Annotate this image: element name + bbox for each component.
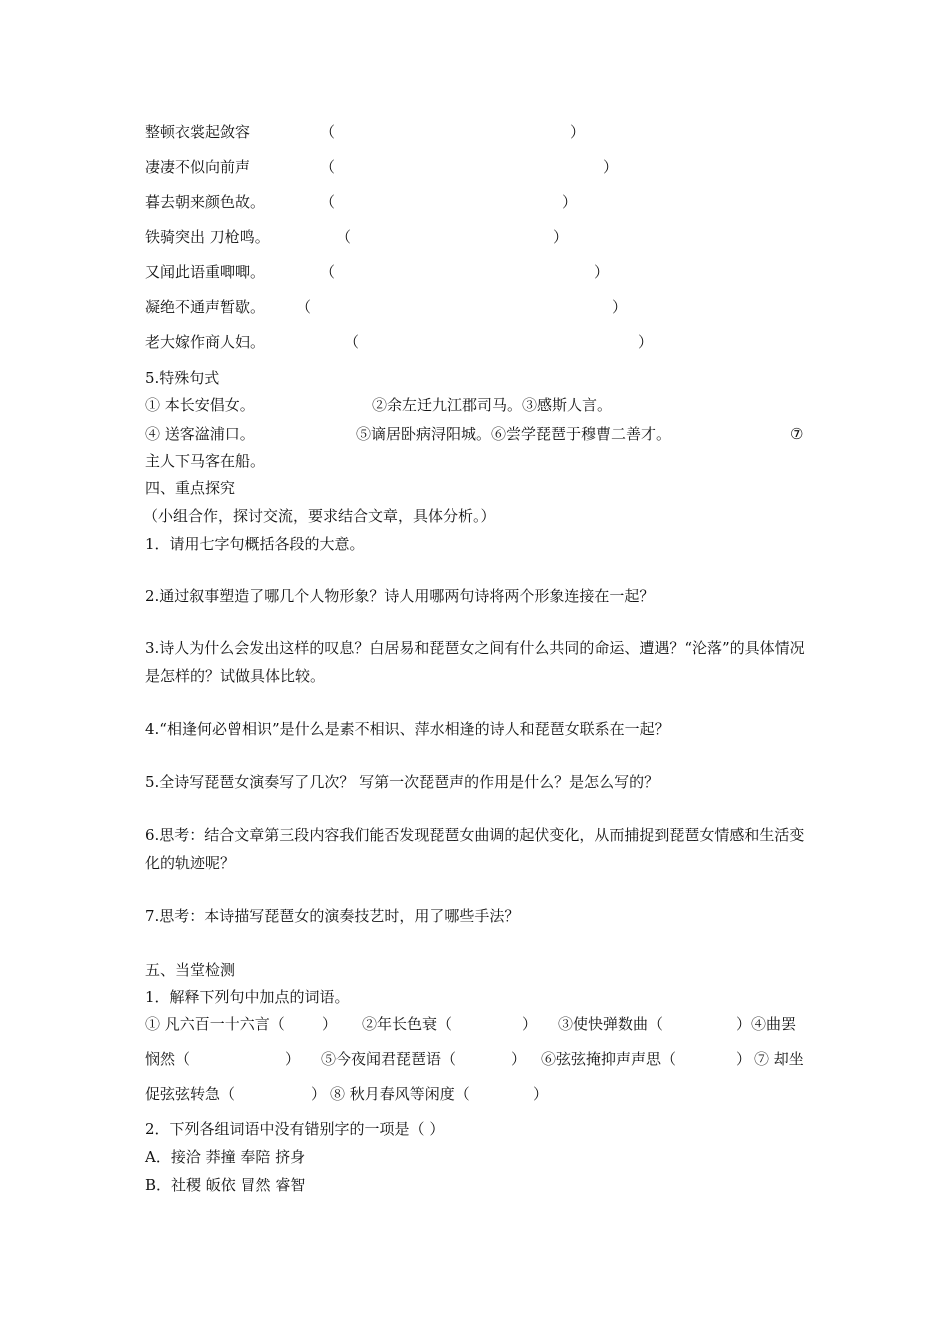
right-paren: ） <box>562 193 578 211</box>
check-item: ⑥弦弦掩抑声声思（ <box>541 1050 677 1068</box>
check-item: ）④曲罢 <box>736 1015 797 1033</box>
left-paren: （ <box>336 228 352 246</box>
option-b: B．社稷 皈依 冒然 睿智 <box>145 1176 306 1194</box>
left-paren: （ <box>344 333 360 351</box>
sentence-item: ① 本长安倡女。 <box>145 396 255 414</box>
left-paren: （ <box>320 158 336 176</box>
question-1: 1．请用七字句概括各段的大意。 <box>145 535 365 553</box>
sentence-item: ④ 送客湓浦口。 <box>145 425 255 443</box>
question-3: 3.诗人为什么会发出这样的叹息？白居易和琵琶女之间有什么共同的命运、遭遇？“沦落”的具体情况是怎样的？试做具体比较。 <box>145 639 805 685</box>
check-item: ） <box>511 1050 527 1068</box>
section-note: （小组合作，探讨交流，要求结合文章，具体分析。） <box>143 507 496 525</box>
left-paren: （ <box>320 263 336 281</box>
word-line-7: 老大嫁作商人妇。 <box>145 333 266 351</box>
right-paren: ） <box>638 333 654 351</box>
check-question-1: 1．解释下列句中加点的词语。 <box>145 988 350 1006</box>
word-line-4: 铁骑突出 刀枪鸣。 <box>145 228 270 246</box>
right-paren: ） <box>553 228 569 246</box>
option-a: A．接洽 莽撞 奉陪 挤身 <box>145 1148 306 1166</box>
right-paren: ） <box>594 263 610 281</box>
word-line-5: 又闻此语重唧唧。 <box>145 263 266 281</box>
check-item: 促弦弦转急（ <box>145 1085 236 1103</box>
check-item: ） <box>322 1015 338 1033</box>
question-2: 2.通过叙事塑造了哪几个人物形象？诗人用哪两句诗将两个形象连接在一起？ <box>145 587 655 605</box>
left-paren: （ <box>296 298 312 316</box>
left-paren: （ <box>320 123 336 141</box>
word-line-3: 暮去朝来颜色故。 <box>145 193 266 211</box>
question-7: 7.思考：本诗描写琵琶女的演奏技艺时，用了哪些手法？ <box>145 907 520 925</box>
check-item: ） <box>522 1015 538 1033</box>
left-paren: （ <box>320 193 336 211</box>
section-heading: 五、当堂检测 <box>145 961 236 979</box>
check-question-2: 2．下列各组词语中没有错别字的一项是（ ） <box>145 1120 445 1138</box>
check-item: ②年长色衰（ <box>362 1015 453 1033</box>
word-text: 整顿衣裳起敛容 <box>145 123 251 141</box>
check-item: ） <box>736 1050 752 1068</box>
check-item: ） <box>533 1085 549 1103</box>
check-item: ） <box>285 1050 301 1068</box>
word-line-2: 凄凄不似向前声 <box>145 158 251 176</box>
right-paren: ） <box>603 158 619 176</box>
section-title: 5.特殊句式 <box>145 369 220 387</box>
sentence-item: ⑤谪居卧病浔阳城。⑥尝学琵琶于穆曹二善才。 <box>356 425 672 443</box>
question-6: 6.思考：结合文章第三段内容我们能否发现琵琶女曲调的起伏变化，从而捕捉到琵琶女情感和生活变化的轨迹呢？ <box>145 826 805 872</box>
word-line-6: 凝绝不通声暂歇。 <box>145 298 266 316</box>
check-item: ⑧ 秋月春风等闲度（ <box>330 1085 470 1103</box>
right-paren: ） <box>612 298 628 316</box>
sentence-item: ⑦ <box>790 425 804 443</box>
sentence-item: 主人下马客在船。 <box>145 452 266 470</box>
check-item: ① 凡六百一十六言（ <box>145 1015 285 1033</box>
check-item: ⑤今夜闻君琵琶语（ <box>321 1050 457 1068</box>
check-item: ⑦ 却坐 <box>754 1050 804 1068</box>
check-item: ③使快弹数曲（ <box>558 1015 664 1033</box>
check-item: ） <box>311 1085 327 1103</box>
question-4: 4.“相逢何必曾相识”是什么是素不相识、萍水相逢的诗人和琵琶女联系在一起？ <box>145 720 670 738</box>
word-line-1 <box>145 122 250 142</box>
check-item: 悯然（ <box>145 1050 191 1068</box>
sentence-item: ②余左迁九江郡司马。③感斯人言。 <box>372 396 613 414</box>
right-paren: ） <box>570 123 586 141</box>
section-heading: 四、重点探究 <box>145 479 236 497</box>
question-5: 5.全诗写琵琶女演奏写了几次？ 写第一次琵琶声的作用是什么？是怎么写的？ <box>145 773 660 791</box>
